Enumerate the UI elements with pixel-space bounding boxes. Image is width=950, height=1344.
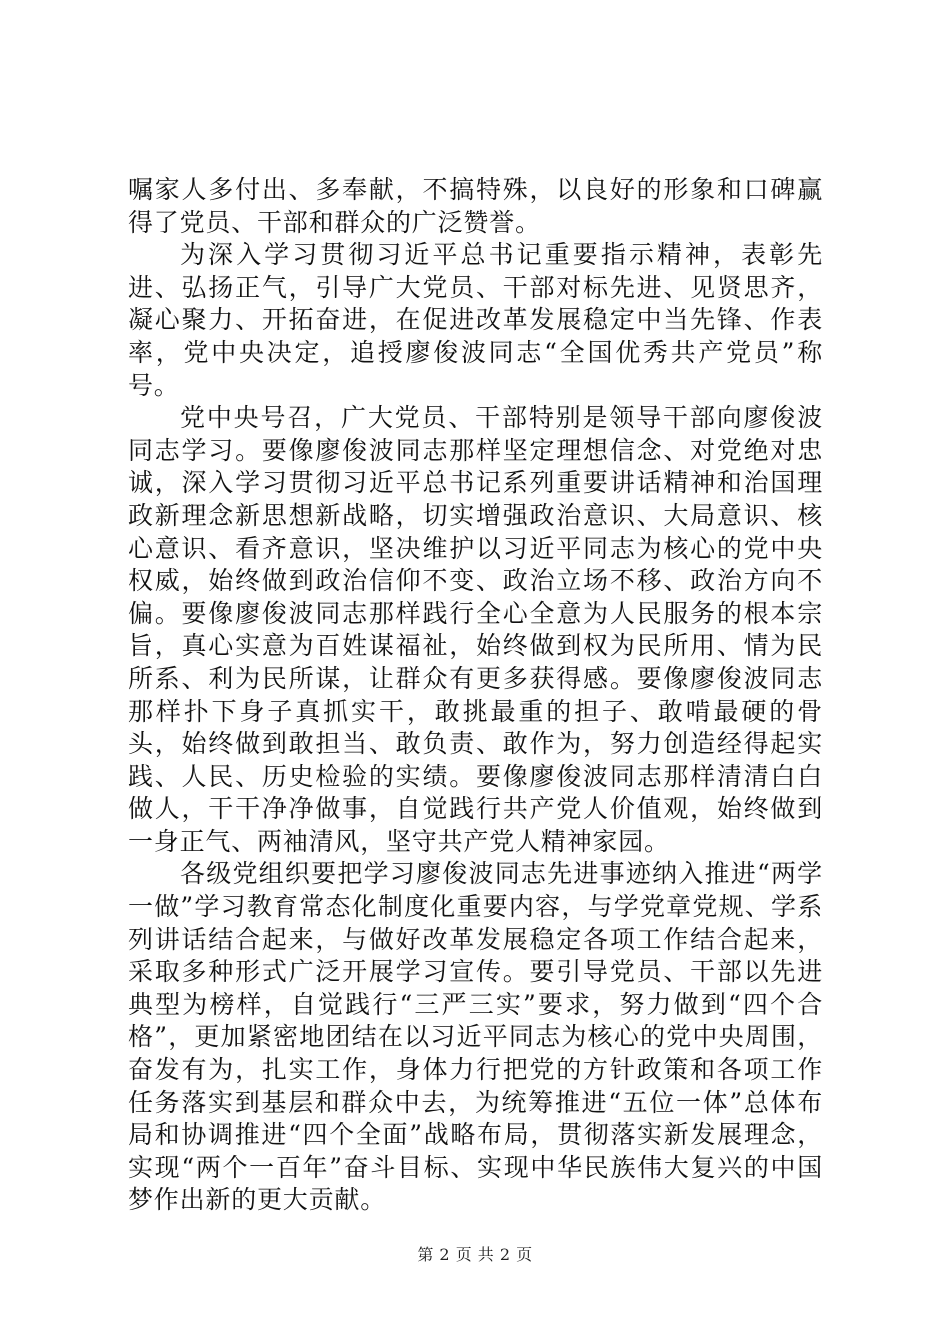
document-body (128, 174, 823, 1217)
page-number-footer: 第 2 页 共 2 页 (417, 1245, 533, 1264)
paragraph-call-to-learn: 党中央号召，广大党员、干部特别是领导干部向廖俊波同志学习。要像廖俊波同志那样坚定理想信念、对党绝对忠诚，深入学习贯彻习近平总书记系列重要讲话精神和治国理政新理念新思想新战略，切实增强政治意识、大局意识、核心意识、看齐意识，坚决维护以习近平同志为核心的党中央权威，始终做到政治信仰不变、政治立场不移、政治方向不偏。要像廖俊波同志那样践行全心全意为人民服务的根本宗旨，真心实意为百姓谋福祉，始终做到权为民所用、情为民所系、利为民所谋，让群众有更多获得感。要像廖俊波同志那样扑下身子真抓实干，敢挑最重的担子、敢啃最硬的骨头，始终做到敢担当、敢负责、敢作为，努力创造经得起实践、人民、历史检验的实绩。要像廖俊波同志那样清清白白做人，干干净净做事，自觉践行共产党人价值观，始终做到一身正气、两袖清风，坚守共产党人精神家园。 (128, 403, 823, 856)
paragraph-decision: 为深入学习贯彻习近平总书记重要指示精神，表彰先进、弘扬正气，引导广大党员、干部对标先进、见贤思齐，凝心聚力、开拓奋进，在促进改革发展稳定中当先锋、作表率，党中央决定，追授廖俊波同志“全国优秀共产党员”称号。 (128, 240, 823, 400)
paragraph-party-organizations: 各级党组织要把学习廖俊波同志先进事迹纳入推进“两学一做”学习教育常态化制度化重要内容，与学党章党规、学系列讲话结合起来，与做好改革发展稳定各项工作结合起来，采取多种形式广泛开展学习宣传。要引导党员、干部以先进典型为榜样，自觉践行“三严三实”要求，努力做到“四个合格”，更加紧密地团结在以习近平同志为核心的党中央周围，奋发有为，扎实工作，身体力行把党的方针政策和各项工作任务落实到基层和群众中去，为统筹推进“五位一体”总体布局和协调推进“四个全面”战略布局，贯彻落实新发展理念，实现“两个一百年”奋斗目标、实现中华民族伟大复兴的中国梦作出新的更大贡献。 (128, 859, 823, 1215)
paragraph-continued: 嘱家人多付出、多奉献，不搞特殊，以良好的形象和口碑赢得了党员、干部和群众的广泛赞誉。 (128, 175, 823, 237)
